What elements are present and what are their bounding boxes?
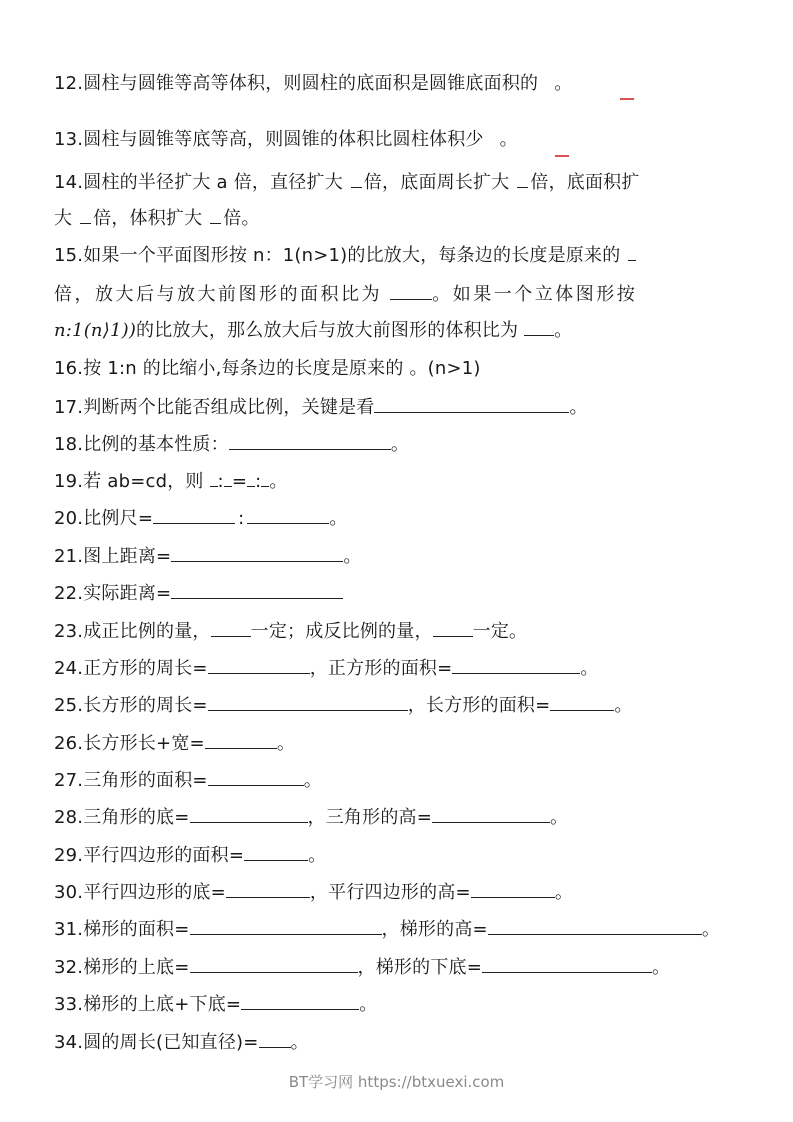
question-number: 34. bbox=[54, 1032, 84, 1053]
question-number: 12. bbox=[54, 73, 84, 94]
question-32: 32.梯形的上底= ，梯形的下底= 。 bbox=[54, 957, 671, 978]
period: 。 bbox=[499, 129, 518, 150]
question-24: 24.正方形的周长= ，正方形的面积= 。 bbox=[54, 658, 599, 679]
question-20: 20.比例尺= : 。 bbox=[54, 508, 348, 529]
answer-blank[interactable] bbox=[524, 319, 554, 336]
question-number: 23. bbox=[54, 621, 84, 642]
answer-blank[interactable] bbox=[208, 694, 408, 711]
answer-blank[interactable] bbox=[190, 918, 382, 935]
answer-blank[interactable] bbox=[171, 545, 343, 562]
answer-blank[interactable] bbox=[247, 507, 329, 524]
question-28: 28.三角形的底= ，三角形的高= 。 bbox=[54, 807, 569, 828]
question-13 bbox=[54, 129, 518, 151]
math-expression: n:1(n⟩1)) bbox=[54, 320, 137, 341]
answer-blank[interactable] bbox=[482, 956, 652, 973]
answer-blank[interactable] bbox=[190, 806, 308, 823]
answer-blank[interactable] bbox=[241, 993, 359, 1010]
question-12 bbox=[54, 73, 572, 95]
question-number: 17. bbox=[54, 397, 84, 418]
question-number: 27. bbox=[54, 770, 84, 791]
question-number: 24. bbox=[54, 658, 84, 679]
answer-blank[interactable] bbox=[210, 207, 221, 224]
question-number: 15. bbox=[54, 245, 84, 266]
answer-blank[interactable] bbox=[471, 881, 555, 898]
question-number: 28. bbox=[54, 807, 84, 828]
question-number: 21. bbox=[54, 546, 84, 567]
answer-blank[interactable] bbox=[211, 620, 251, 637]
answer-blank[interactable] bbox=[351, 171, 362, 188]
answer-blank[interactable] bbox=[374, 396, 569, 413]
question-15-line1: 15.如果一个平面图形按 n：1(n>1)的比放大，每条边的长度是原来的 bbox=[54, 244, 638, 267]
question-31: 31.梯形的面积= ，梯形的高= 。 bbox=[54, 919, 721, 940]
question-16: 16.按 1:n 的比缩小,每条边的长度是原来的 。(n>1) bbox=[54, 358, 481, 379]
question-number: 29. bbox=[54, 845, 84, 866]
question-27: 27.三角形的面积= 。 bbox=[54, 770, 322, 791]
question-23: 23.成正比例的量， 一定；成反比例的量， 一定。 bbox=[54, 621, 528, 642]
answer-blank[interactable] bbox=[205, 732, 277, 749]
answer-blank[interactable] bbox=[517, 171, 528, 188]
footer-watermark: BT学习网 https://btxuexi.com bbox=[288, 1073, 505, 1091]
answer-blank[interactable] bbox=[452, 657, 580, 674]
red-answer-mark bbox=[620, 98, 634, 100]
question-number: 19. bbox=[54, 471, 84, 492]
question-text: 圆柱与圆锥等底等高，则圆锥的体积比圆柱体积少 bbox=[83, 129, 484, 150]
question-14-line1: 14.圆柱的半径扩大 a 倍，直径扩大 倍，底面周长扩大 倍，底面积扩 bbox=[54, 172, 640, 193]
answer-blank[interactable] bbox=[208, 769, 304, 786]
answer-blank[interactable] bbox=[432, 806, 550, 823]
question-18: 18.比例的基本性质： 。 bbox=[54, 434, 410, 455]
question-34: 34.圆的周长(已知直径)= 。 bbox=[54, 1032, 309, 1053]
answer-blank[interactable] bbox=[153, 507, 235, 524]
answer-blank[interactable] bbox=[171, 582, 343, 599]
question-number: 25. bbox=[54, 695, 84, 716]
question-30: 30.平行四边形的底= ，平行四边形的高= 。 bbox=[54, 882, 574, 903]
answer-blank[interactable] bbox=[488, 918, 702, 935]
answer-blank[interactable] bbox=[190, 956, 358, 973]
answer-blank[interactable] bbox=[628, 244, 636, 261]
question-number: 31. bbox=[54, 919, 84, 940]
period: 。 bbox=[554, 73, 573, 94]
answer-blank[interactable] bbox=[229, 433, 391, 450]
question-19: 19.若 ab=cd，则 : = : 。 bbox=[54, 471, 288, 492]
answer-blank[interactable] bbox=[259, 1031, 291, 1048]
question-21: 21.图上距离= 。 bbox=[54, 546, 362, 567]
question-number: 22. bbox=[54, 583, 84, 604]
question-17: 17.判断两个比能否组成比例，关键是看 。 bbox=[54, 397, 588, 418]
question-number: 33. bbox=[54, 994, 84, 1015]
answer-blank[interactable] bbox=[210, 470, 218, 487]
question-26: 26.长方形长+宽= 。 bbox=[54, 733, 296, 754]
answer-blank[interactable] bbox=[80, 207, 91, 224]
question-15-line3: n:1(n⟩1))的比放大，那么放大后与放大前图形的体积比为 。 bbox=[54, 320, 573, 341]
question-number: 18. bbox=[54, 434, 84, 455]
question-number: 20. bbox=[54, 508, 84, 529]
answer-blank[interactable] bbox=[208, 657, 310, 674]
question-15-line2: 倍，放大后与放大前图形的面积比为 。如果一个立体图形按 bbox=[54, 284, 638, 305]
answer-blank[interactable] bbox=[244, 844, 308, 861]
answer-blank[interactable] bbox=[224, 470, 232, 487]
question-number: 30. bbox=[54, 882, 84, 903]
question-25: 25.长方形的周长= ，长方形的面积= 。 bbox=[54, 695, 633, 716]
answer-blank[interactable] bbox=[390, 283, 432, 300]
question-number: 14. bbox=[54, 172, 84, 193]
question-33: 33.梯形的上底+下底= 。 bbox=[54, 994, 378, 1015]
answer-blank[interactable] bbox=[433, 620, 473, 637]
question-number: 26. bbox=[54, 733, 84, 754]
question-number: 16. bbox=[54, 358, 84, 379]
red-answer-mark bbox=[555, 155, 569, 157]
question-29: 29.平行四边形的面积= 。 bbox=[54, 845, 327, 866]
question-number: 32. bbox=[54, 957, 84, 978]
question-text: 圆柱与圆锥等高等体积，则圆柱的底面积是圆锥底面积的 bbox=[83, 73, 539, 94]
answer-blank[interactable] bbox=[550, 694, 614, 711]
answer-blank[interactable] bbox=[226, 881, 310, 898]
answer-blank[interactable] bbox=[247, 470, 255, 487]
question-22: 22.实际距离= bbox=[54, 582, 343, 605]
question-number: 13. bbox=[54, 129, 84, 150]
question-14-line2: 大 倍，体积扩大 倍。 bbox=[54, 208, 260, 229]
